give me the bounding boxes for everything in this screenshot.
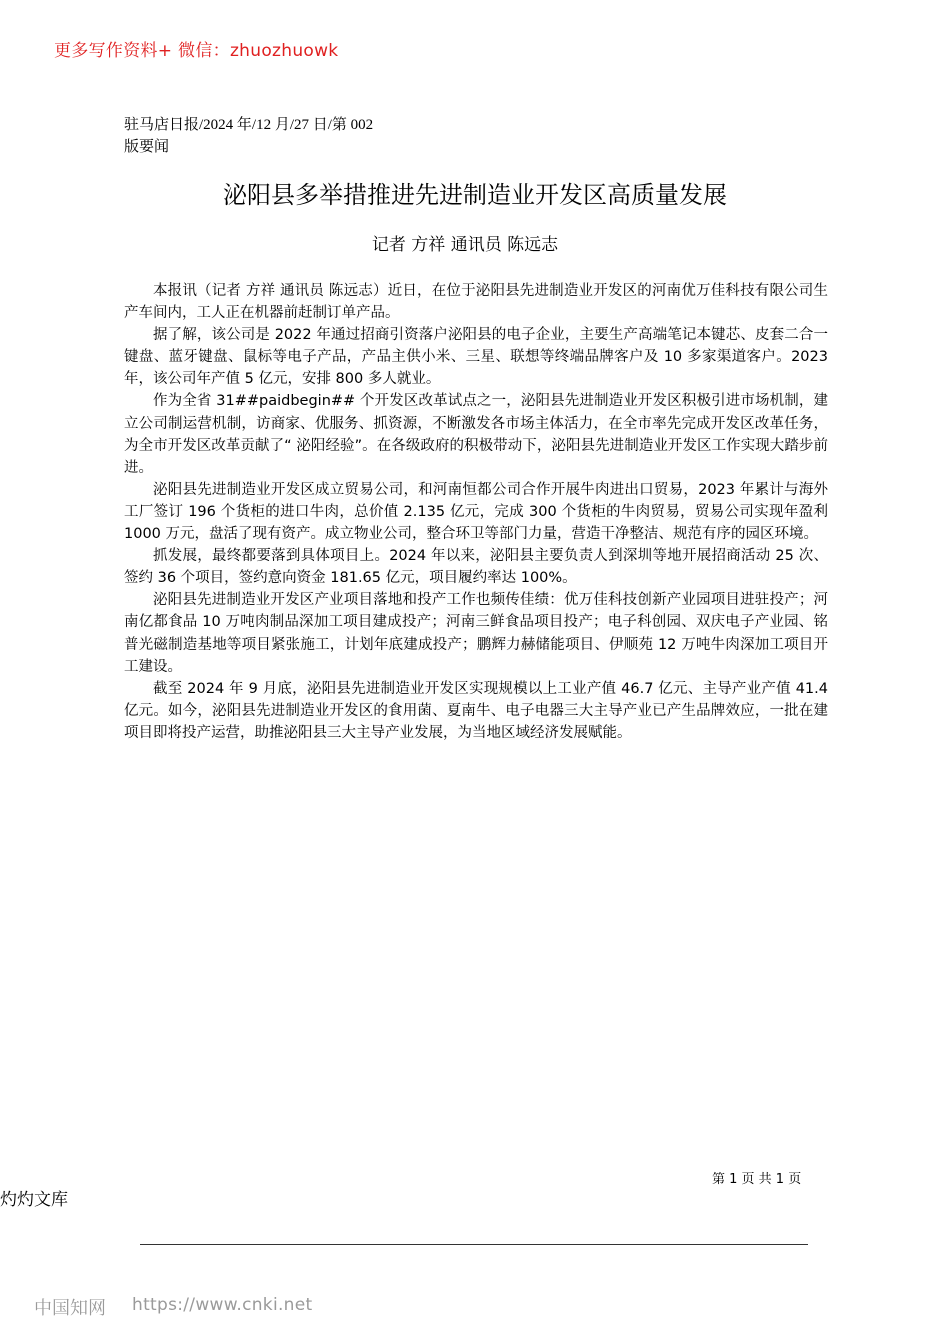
article-byline: 记者 方祥 通讯员 陈远志	[371, 235, 559, 255]
article-body	[124, 280, 828, 744]
source-line-1: 驻马店日报/2024 年/12 月/27 日/第 002	[124, 117, 374, 133]
paragraph: 泌阳县先进制造业开发区产业项目落地和投产工作也频传佳绩：优万佳科技创新产业园项目进驻投产；河南亿都食品 10 万吨肉制品深加工项目建成投产；河南三鲜食品项目投产；电子科创园、双庆电子产业园、铭普光磁制造基地等项目紧张施工，计划年底建成投产；鹏辉力赫储能项目、伊顺苑 12 万吨牛肉深加工项目开工建设。	[124, 592, 828, 675]
source-line-2: 版要闻	[124, 139, 170, 155]
footer-divider	[140, 1244, 808, 1245]
paragraph: 据了解，该公司是 2022 年通过招商引资落户泌阳县的电子企业，主要生产高端笔记本键芯、皮套二合一键盘、蓝牙键盘、鼠标等电子产品，产品主供小米、三星、联想等终端品牌客户及 10 多家渠道客户。2023 年，该公司年产值 5 亿元，安排 800 多人就业。	[124, 327, 828, 388]
paragraph: 抓发展，最终都要落到具体项目上。2024 年以来，泌阳县主要负责人到深圳等地开展招商活动 25 次、签约 36 个项目，签约意向资金 181.65 亿元，项目履约率达 100%。	[124, 548, 828, 587]
source-citation	[124, 114, 544, 158]
footer-brand: 中国知网	[34, 1298, 106, 1319]
library-name: 灼灼文库	[0, 1190, 68, 1210]
paragraph: 截至 2024 年 9 月底，泌阳县先进制造业开发区实现规模以上工业产值 46.7 亿元、主导产业产值 41.4 亿元。如今，泌阳县先进制造业开发区的食用菌、夏南牛、电子电器三大主导产业已产生品牌效应，一批在建项目即将投产运营，助推泌阳县三大主导产业发展，为当地区域经济发展赋能。	[124, 680, 828, 741]
paragraph: 作为全省 31##paidbegin## 个开发区改革试点之一，泌阳县先进制造业开发区积极引进市场机制，建立公司制运营机制，访商家、优服务、抓资源，不断激发各市场主体活力，在全市率先完成开发区改革任务，为全市开发区改革贡献了“ 泌阳经验”。在各级政府的积极带动下，泌阳县先进制造业开发区工作实现大踏步前进。	[124, 393, 828, 476]
paragraph: 本报讯（记者 方祥 通讯员 陈远志）近日，在位于泌阳县先进制造业开发区的河南优万佳科技有限公司生产车间内，工人正在机器前赶制订单产品。	[124, 283, 828, 322]
footer-url[interactable]: https://www.cnki.net	[132, 1295, 313, 1315]
promo-banner: 更多写作资料+ 微信：zhuozhuowk	[54, 41, 339, 61]
article-title: 泌阳县多举措推进先进制造业开发区高质量发展	[223, 181, 727, 209]
page-indicator: 第 1 页 共 1 页	[712, 1172, 802, 1187]
paragraph: 泌阳县先进制造业开发区成立贸易公司，和河南恒都公司合作开展牛肉进出口贸易，2023 年累计与海外工厂签订 196 个货柜的进口牛肉，总价值 2.135 亿元，完成 300 个货柜的牛肉贸易，贸易公司实现年盈利 1000 万元，盘活了现有资产。成立物业公司，整合环卫等部门力量，营造干净整洁、规范有序的园区环境。	[124, 481, 828, 543]
